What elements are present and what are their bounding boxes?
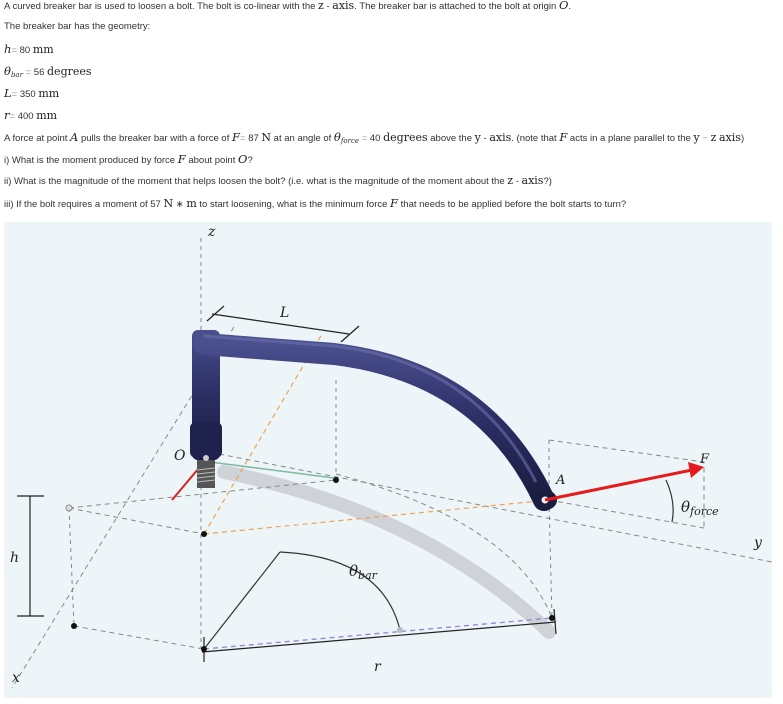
bar-socket (190, 422, 222, 458)
point-arc-end (397, 627, 403, 633)
purple-dashed-r (204, 618, 552, 649)
point-A-proj (549, 615, 555, 621)
L-tick-1 (207, 306, 224, 321)
point-origin-proj (201, 531, 207, 537)
lower-plane-edge (74, 626, 204, 649)
orange-dashed-y (204, 500, 549, 534)
geometry-heading: The breaker bar has the geometry: (4, 21, 151, 32)
label-theta-force: $\theta_{force}$ (681, 498, 719, 518)
label-A: A (556, 473, 566, 488)
label-theta-bar: $\theta_{bar}$ (349, 562, 377, 582)
force-arrow (545, 470, 692, 500)
theta-bar-ray (204, 552, 280, 649)
r-dimension (202, 622, 556, 652)
param-L: L= 350 mm (4, 86, 60, 100)
force-statement: A force at point A pulls the breaker bar with a force of F= 87 N at an angle of $\theta_{force} = 40$ degrees above the y - axis. (note that F acts in a plane parallel to the y − z axis) (4, 130, 745, 145)
question-3: iii) If the bolt requires a moment of 57 N ∗ m to start loosening, what is the minimum force F that needs to be applied before the bolt starts to turn? (4, 196, 627, 210)
param-theta-bar: $\theta_{bar} = 56$ degrees (4, 64, 92, 79)
label-L: L (280, 305, 290, 321)
label-z: z (208, 224, 216, 240)
upper-plane-edge-2 (69, 508, 204, 534)
point-base (201, 646, 207, 652)
label-F: F (700, 452, 710, 467)
question-2: ii) What is the magnitude of the moment that helps loosen the bolt? (i.e. what is the magnitude of the moment about the z - axis?) (4, 174, 552, 187)
bar-shadow (224, 472, 549, 632)
point-corner-lower (71, 623, 77, 629)
figure-svg (4, 222, 772, 698)
label-O: O (174, 448, 186, 464)
theta-bar-arc (280, 552, 400, 630)
param-h: h= 80 mm (4, 42, 54, 56)
label-x: x (12, 670, 20, 686)
A-vertical (549, 500, 552, 618)
theta-force-arc (666, 480, 673, 522)
breaker-bar-figure (4, 222, 772, 698)
L-tick-2 (341, 326, 359, 342)
point-O (203, 455, 209, 461)
label-r: r (374, 659, 381, 675)
point-L-end (333, 477, 339, 483)
corner-vertical (69, 508, 74, 626)
intro-text: A curved breaker bar is used to loosen a bolt. The bolt is co-linear with the z - axis. The breaker bar is attached to the bolt at origin O. (4, 0, 572, 12)
question-1: i) What is the moment produced by force F about point O? (4, 152, 253, 166)
param-r: r= 400 mm (4, 108, 58, 122)
label-h: h (10, 550, 20, 566)
label-y: y (754, 535, 762, 551)
point-corner-upper (66, 505, 72, 511)
